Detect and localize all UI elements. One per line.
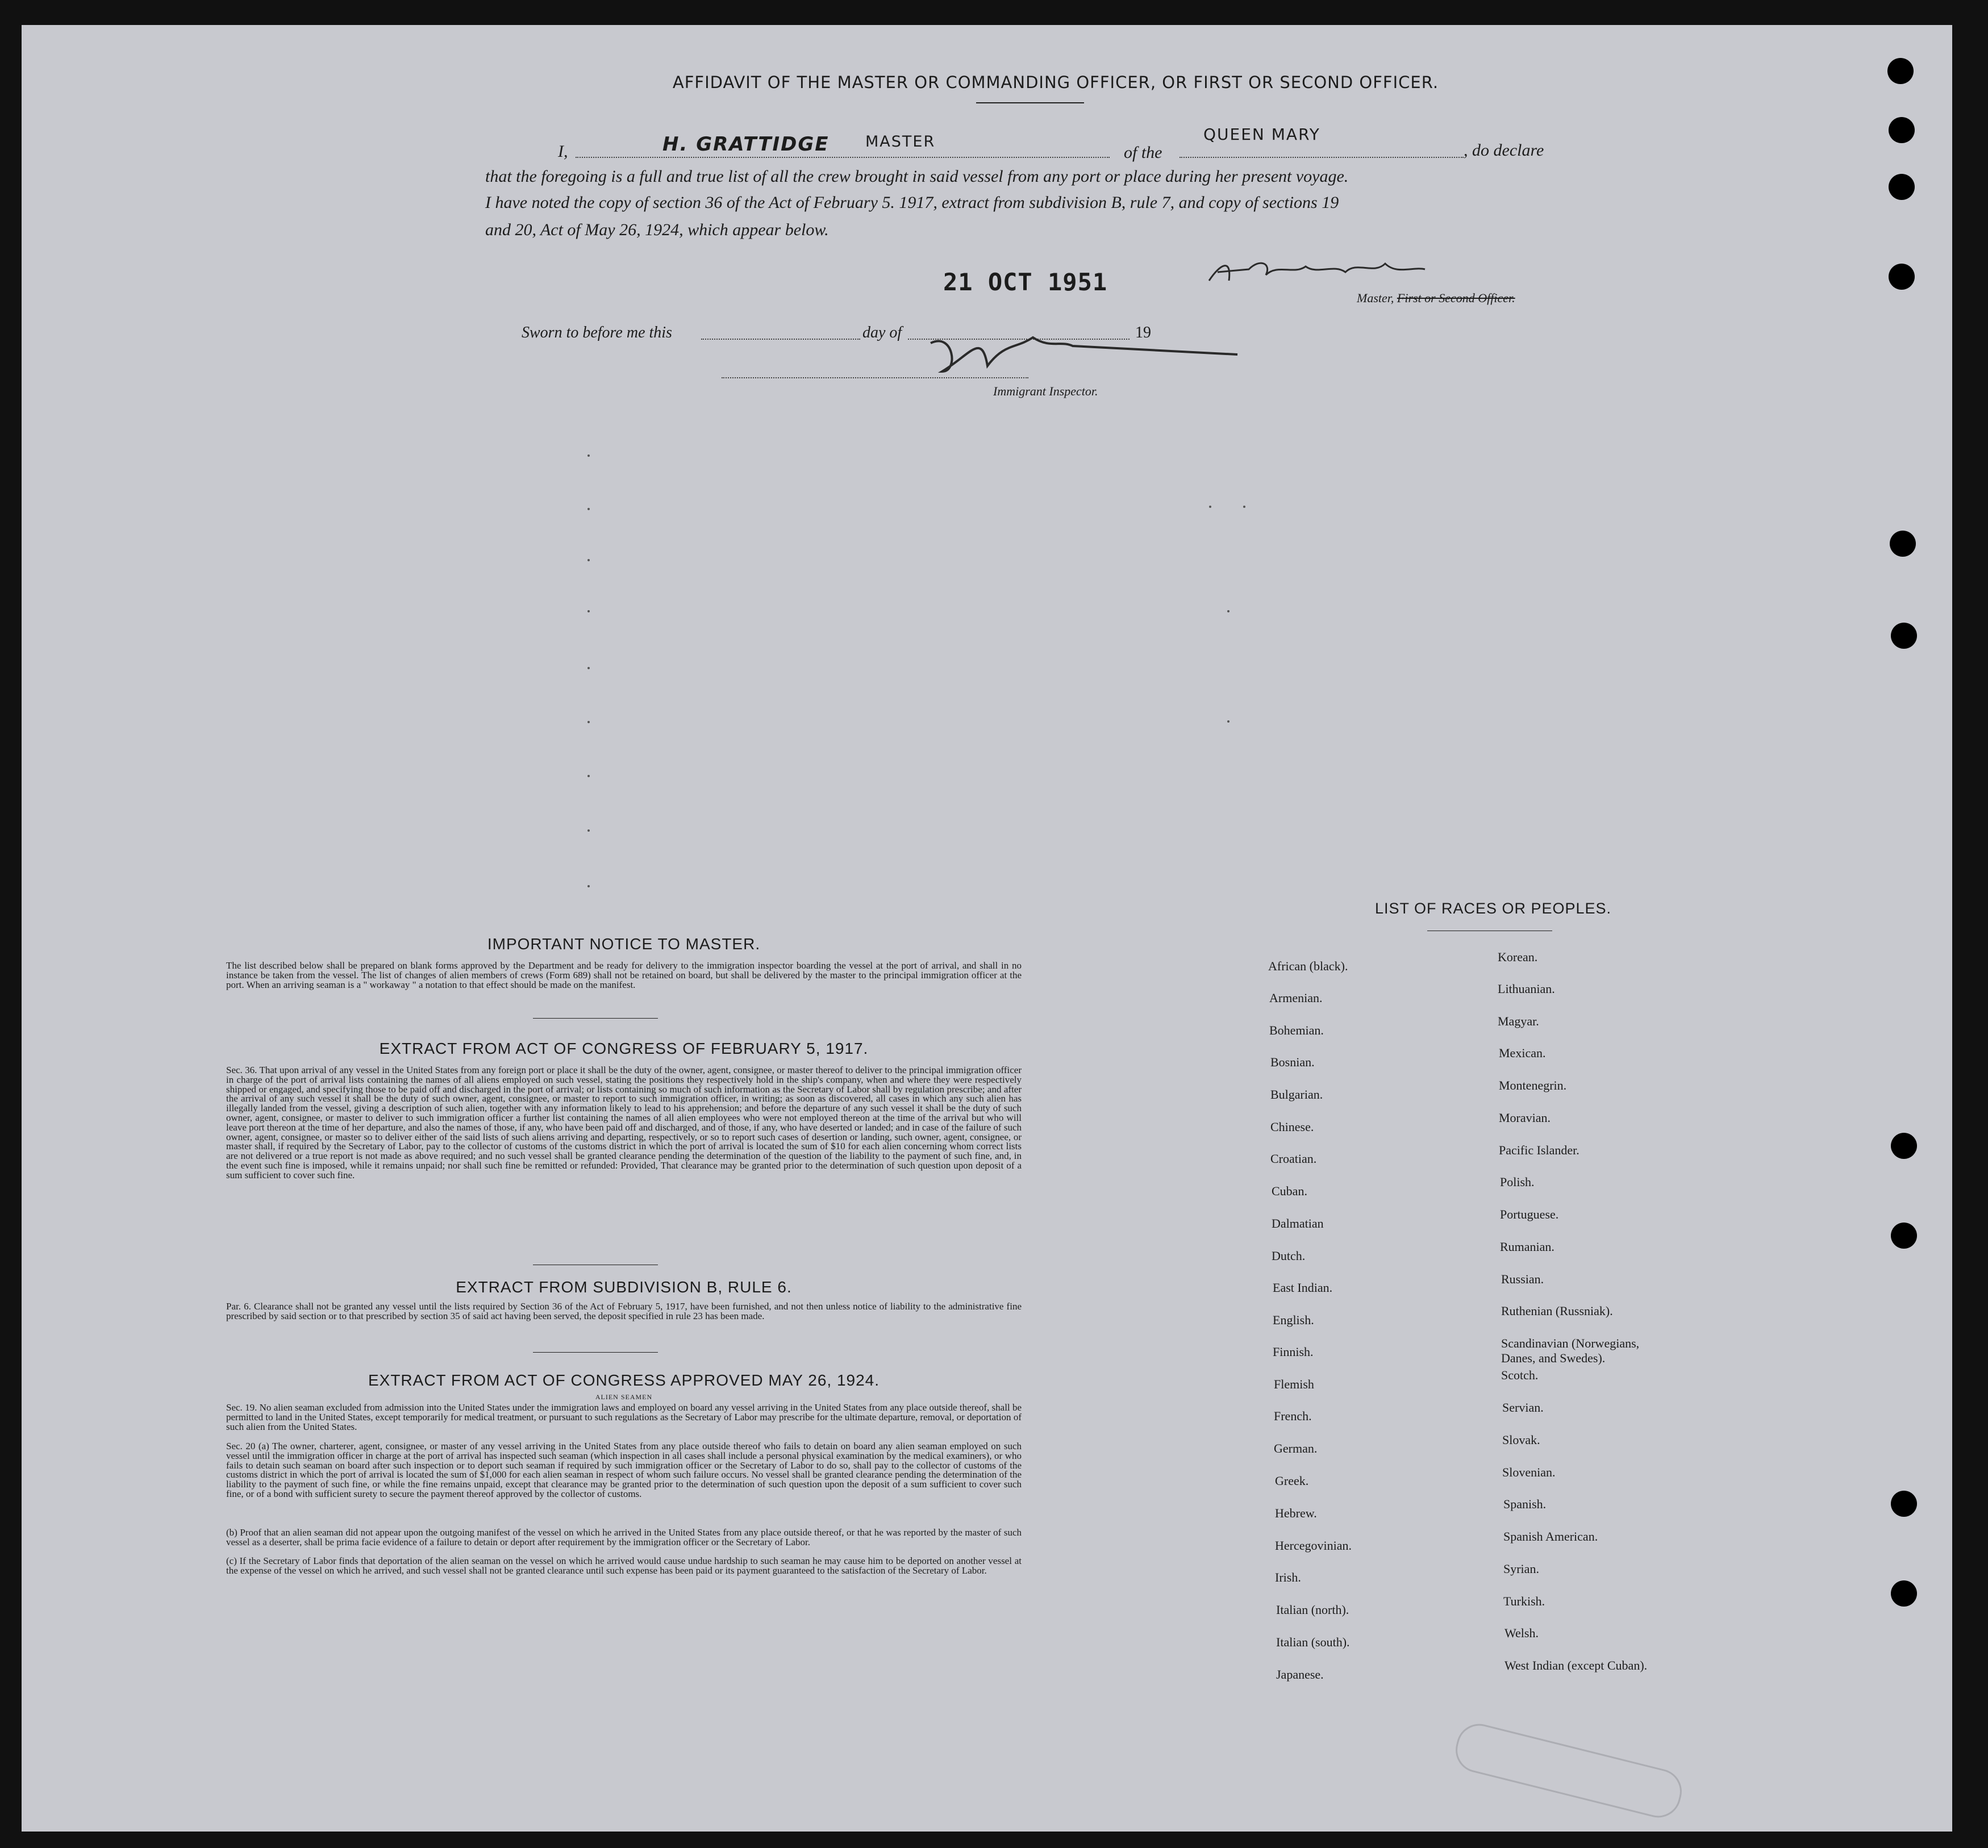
extract-1917-title: EXTRACT FROM ACT OF CONGRESS OF FEBRUARY 5, 1917.	[379, 1040, 869, 1057]
day-line	[701, 339, 860, 340]
document-page	[22, 25, 1952, 1832]
declaration-line-3: and 20, Act of May 26, 1924, which appear below.	[485, 220, 829, 239]
race-left-item: Bulgarian.	[1270, 1087, 1323, 1102]
speck	[1227, 720, 1230, 723]
race-right-item: Rumanian.	[1500, 1240, 1554, 1254]
race-left-item: Dalmatian	[1272, 1216, 1324, 1230]
punch-hole	[1889, 264, 1915, 290]
race-right-item: Welsh.	[1504, 1626, 1539, 1640]
vessel-line	[1180, 157, 1464, 158]
race-right-item: Scotch.	[1501, 1368, 1539, 1382]
punch-hole	[1887, 58, 1914, 84]
section-rule	[533, 1018, 658, 1019]
race-right-item: Polish.	[1500, 1175, 1535, 1189]
sec-20c-text: (c) If the Secretary of Labor finds that deportation of the alien seaman on the vessel on which he arrived would cause undue hardship to such seaman he may cause him to be deported on another vessel at the expense of the vessel on which he arrived, and such vessel shall not be granted clearance until such expense has been paid or its payment guaranteed to the satisfaction of the Secretary of Labor.	[226, 1555, 1022, 1576]
race-left-item: Finnish.	[1273, 1345, 1314, 1359]
race-left-item: Italian (south).	[1276, 1635, 1350, 1649]
race-right-item: Mexican.	[1499, 1046, 1546, 1060]
race-left-item: African (black).	[1268, 959, 1348, 973]
master-signature	[1198, 241, 1436, 298]
punch-hole	[1891, 1491, 1917, 1517]
race-left-item: Greek.	[1275, 1474, 1309, 1488]
race-left-item: Chinese.	[1270, 1120, 1314, 1134]
race-left-item: Armenian.	[1269, 991, 1323, 1005]
punch-hole	[1891, 1223, 1917, 1249]
speck	[587, 508, 590, 510]
race-left-item: Flemish	[1274, 1377, 1314, 1391]
sec-20b-text: (b) Proof that an alien seaman did not appear upon the outgoing manifest of the vessel on which he arrived in the United States from any place outside thereof, or that he was reported by the master of such vessel as a deserter, shall be prima facie evidence of a failure to detain or deport after requirement by the immigration officer or the Secretary of Labor.	[226, 1527, 1022, 1547]
race-right-item: Ruthenian (Russniak).	[1501, 1304, 1613, 1318]
speck	[1243, 506, 1245, 508]
subdivision-text: Par. 6. Clearance shall not be granted any vessel until the lists required by Section 36 of the Act of February 5, 1917, have been furnished, and not then unless notice of liability to the administrative fine prescribed by said section or to that prescribed by section 35 of said act having been served, the deposit specified in rule 23 has been made.	[226, 1301, 1022, 1321]
extract-1917-text: Sec. 36. That upon arrival of any vessel in the United States from any foreign port or place it shall be the duty of the owner, agent, consignee, or master thereof to deliver to the principal immigration officer in charge of the port of arrival lists containing the names of all aliens employed on such vessel, stating the positions they respectively hold in the ship's company, when and where they were respectively shipped or engaged, and specifying those to be paid off and discharged in the port of arrival; or lists containing so much of such information as the Secretary of Labor shall by regulation prescribe; and after the arrival of any such vessel it shall be the duty of such owner, agent, consignee, or master to report to such immigration officer, in writing; as soon as discovered, all cases in which any such alien has illegally landed from the vessel, giving a description of such alien, together with any information likely to lead to his apprehension; and before the departure of any such vessel it shall be the duty of such owner, agent, consignee, or master to deliver to such immigration officer a further list containing the names of all alien employees who were not employed thereon at the time of the arrival but who will leave port thereon at the time of her departure, and also the names of those, if any, who have been paid off and discharged, and of those, if any, who have deserted or landed; and in case of the failure of such owner, agent, consignee, or master so to deliver either of the said lists of such aliens arriving and departing, respectively, or so to report such cases of desertion or landing, such owner, agent, consignee, or master shall, if required by the Secretary of Labor, pay to the collector of customs of the customs district in which the port of arrival is located the sum of $10 for each alien concerning whom correct lists are not delivered or a true report is not made as above required; and no such vessel shall be granted clearance pending the determination of the question of the liability to the payment of such fine, and, in the event such fine is imposed, while it remains unpaid; nor shall such fine be remitted or refunded: Provided, That clearance may be granted prior to the determination of such question upon deposit of a sum sufficient to cover such fine.	[226, 1065, 1022, 1180]
race-left-item: Croatian.	[1270, 1152, 1317, 1166]
master-caption-text: Master,	[1357, 291, 1394, 305]
master-rank: MASTER	[865, 133, 936, 151]
race-left-item: East Indian.	[1273, 1280, 1333, 1295]
speck	[587, 775, 590, 777]
day-of-label: day of	[862, 324, 902, 341]
race-right-item: Spanish American.	[1503, 1529, 1598, 1544]
declaration-line-1: that the foregoing is a full and true list of all the crew brought in said vessel from any port or place during her present voyage.	[485, 167, 1349, 186]
notice-text: The list described below shall be prepared on blank forms approved by the Department and be ready for delivery to the immigration inspector boarding the vessel at the port of arrival, and shall in no instance be taken from the vessel. The list of changes of alien members of crews (Form 689) shall not be retained on board, but shall be delivered by the master to the principal immigration officer at the port. When an arriving seaman is a " workaway " a notation to that effect should be made on the manifest.	[226, 960, 1022, 990]
subdivision-title: EXTRACT FROM SUBDIVISION B, RULE 6.	[456, 1278, 792, 1296]
race-left-item: German.	[1274, 1441, 1318, 1455]
do-declare-label: , do declare	[1464, 141, 1544, 160]
affidavit-title: AFFIDAVIT OF THE MASTER OR COMMANDING OFFICER, OR FIRST OR SECOND OFFICER.	[672, 73, 1439, 92]
speck	[1227, 610, 1230, 612]
name-line	[576, 157, 1110, 158]
sec-20a-text: Sec. 20 (a) The owner, charterer, agent, consignee, or master of any vessel arriving in the United States from any place outside thereof who fails to detain on board any alien seaman employed on such vessel until the immigration officer in charge at the port of arrival has inspected such seaman (which inspection in all cases shall include a personal physical examination by the medical examiners), or who fails to detain such seaman on board after such inspection or to deport such seaman if required by such immigration officer or the Secretary of Labor to do so, shall pay to the collector of customs of the customs district in which the port of arrival is located the sum of $1,000 for each alien seaman in respect of whom such failure occurs. No vessel shall be granted clearance pending the determination of the liability to the payment of such fine, or while the fine remains unpaid, except that clearance may be granted prior to the determination of such question upon the deposit of a sum sufficient to cover such fine, or of a bond with sufficient surety to secure the payment thereof approved by the collector of customs.	[226, 1441, 1022, 1499]
master-caption	[1357, 291, 1515, 306]
race-right-item: Montenegrin.	[1499, 1078, 1567, 1092]
punch-hole	[1891, 1133, 1917, 1159]
punch-hole	[1889, 117, 1915, 143]
race-left-item: Italian (north).	[1276, 1603, 1349, 1617]
race-right-item: Pacific Islander.	[1499, 1143, 1579, 1157]
inspector-caption: Immigrant Inspector.	[993, 384, 1098, 398]
vessel-name: QUEEN MARY	[1203, 125, 1320, 144]
race-left-item: Dutch.	[1272, 1249, 1306, 1263]
race-right-item: Spanish.	[1503, 1497, 1547, 1511]
punch-hole	[1891, 1580, 1917, 1607]
speck	[587, 885, 590, 887]
race-right-item: Portuguese.	[1500, 1207, 1559, 1221]
race-right-item: Servian.	[1502, 1400, 1544, 1415]
declaration-line-2: I have noted the copy of section 36 of the Act of February 5. 1917, extract from subdivision B, rule 7, and copy of sections 19	[485, 193, 1339, 212]
race-right-item: West Indian (except Cuban).	[1504, 1658, 1648, 1672]
year-prefix: 19	[1135, 324, 1151, 341]
speck	[587, 829, 590, 832]
races-title: LIST OF RACES OR PEOPLES.	[1374, 900, 1612, 917]
punch-hole	[1890, 531, 1916, 557]
race-right-item: Scandinavian (Norwegians, Danes, and Swedes).	[1501, 1336, 1640, 1365]
date-stamp: 21 OCT 1951	[943, 268, 1108, 296]
punch-hole	[1889, 174, 1915, 200]
notice-title: IMPORTANT NOTICE TO MASTER.	[487, 935, 761, 953]
punch-hole	[1891, 623, 1917, 649]
speck	[587, 667, 590, 669]
sworn-label: Sworn to before me this	[522, 324, 672, 341]
speck	[587, 454, 590, 457]
master-name: H. GRATTIDGE	[662, 133, 830, 156]
race-right-item: Slovak.	[1502, 1433, 1540, 1447]
race-left-item: English.	[1273, 1313, 1314, 1327]
alien-seamen-subtitle: ALIEN SEAMEN	[595, 1393, 653, 1401]
race-right-item: Lithuanian.	[1498, 982, 1555, 996]
race-left-item: Japanese.	[1276, 1667, 1324, 1682]
race-right-item: Korean.	[1498, 950, 1538, 964]
section-rule	[533, 1352, 658, 1353]
declarant-i-label: I,	[558, 142, 568, 161]
race-left-item: Irish.	[1275, 1570, 1301, 1584]
race-right-item: Moravian.	[1499, 1111, 1551, 1125]
speck	[587, 721, 590, 723]
race-right-item: Russian.	[1501, 1272, 1544, 1286]
speck	[587, 610, 590, 612]
extract-1924-title: EXTRACT FROM ACT OF CONGRESS APPROVED MAY 26, 1924.	[368, 1371, 880, 1389]
speck	[587, 559, 590, 561]
inspector-line	[722, 377, 1028, 378]
race-right-item: Magyar.	[1498, 1014, 1539, 1028]
race-left-item: Bohemian.	[1269, 1023, 1324, 1037]
title-rule	[976, 102, 1084, 103]
race-left-item: Cuban.	[1272, 1184, 1307, 1198]
race-left-item: French.	[1274, 1409, 1312, 1423]
race-right-item: Turkish.	[1503, 1594, 1545, 1608]
race-right-item: Syrian.	[1503, 1562, 1539, 1576]
race-left-item: Bosnian.	[1270, 1055, 1315, 1069]
sec-19-text: Sec. 19. No alien seaman excluded from admission into the United States under the immigration laws and employed on board any vessel arriving in the United States from any place outside thereof, shall be permitted to land in the United States, except temporarily for medical treatment, or pursuant to such regulations as the Secretary of Labor may prescribe for the ultimate departure, removal, or deportation of such alien from the United States.	[226, 1402, 1022, 1432]
of-the-label: of the	[1124, 143, 1162, 162]
speck	[1209, 506, 1211, 508]
struck-officer-caption: First or Second Officer.	[1397, 291, 1515, 305]
race-left-item: Hebrew.	[1275, 1506, 1317, 1520]
faint-stamp-impression	[1451, 1719, 1687, 1822]
race-left-item: Hercegovinian.	[1275, 1538, 1352, 1553]
race-right-item: Slovenian.	[1502, 1465, 1556, 1479]
inspector-signature	[919, 320, 1260, 383]
